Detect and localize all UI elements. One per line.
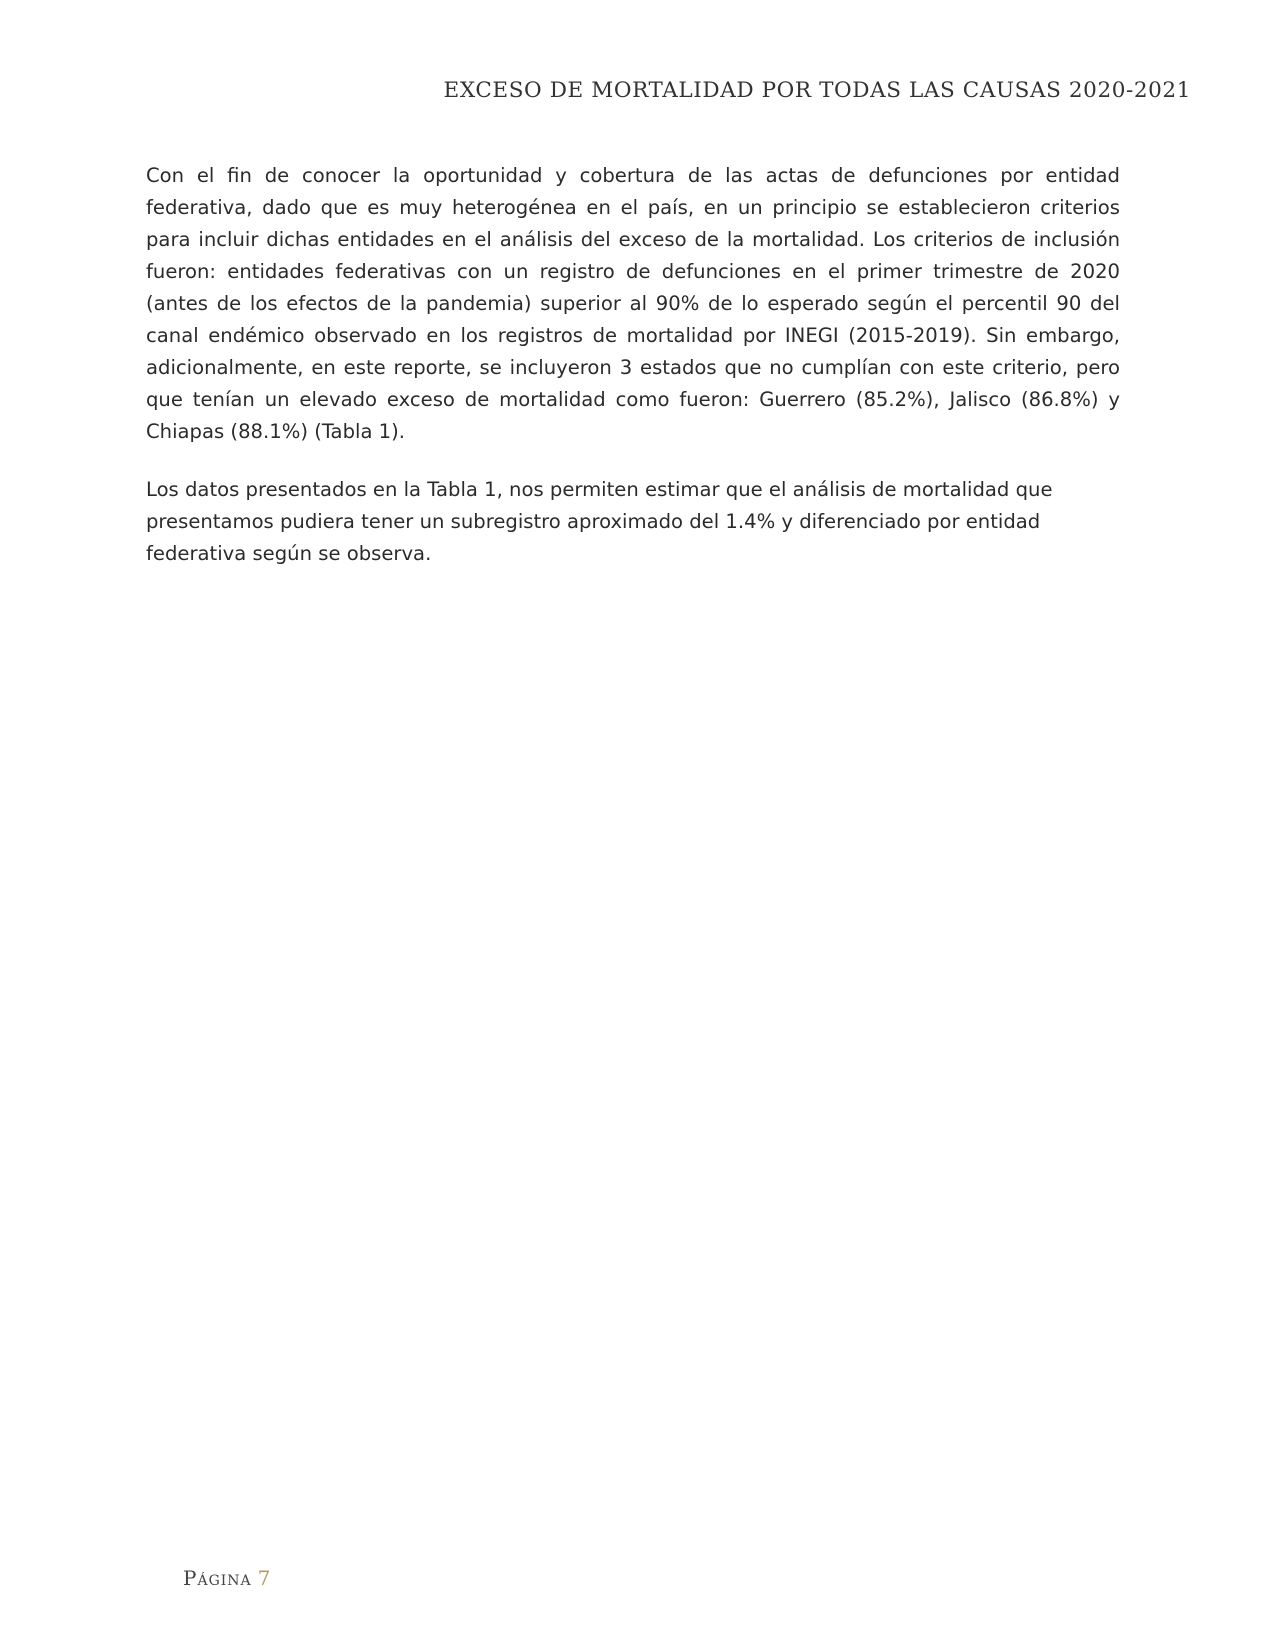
body-paragraph-1: Con el fin de conocer la oportunidad y cobertura de las actas de defunciones por entidad federativa, dado que es muy heterogénea en el país, en un principio se establecieron criterios para incluir dichas entidades en el análisis del exceso de la mortalidad. Los criterios de inclusión fueron: entidades federativas con un registro de defunciones en el primer trimestre de 2020 (antes de los efectos de la pandemia) superior al 90% de lo esperado según el percentil 90 del canal endémico observado en los registros de mortalidad por INEGI (2015-2019). Sin embargo, adicionalmente, en este reporte, se incluyeron 3 estados que no cumplían con este criterio, pero que tenían un elevado exceso de mortalidad como fueron: Guerrero (85.2%), Jalisco (86.8%) y Chiapas (88.1%) (Tabla 1).	[146, 164, 1120, 443]
page-footer	[183, 1566, 270, 1590]
running-header-title: EXCESO DE MORTALIDAD POR TODAS LAS CAUSAS 2020-2021	[443, 78, 1191, 103]
page-number: 7	[257, 1566, 271, 1590]
document-body	[146, 160, 1120, 596]
body-paragraph-2: Los datos presentados en la Tabla 1, nos permiten estimar que el análisis de mortalidad que presentamos pudiera tener un subregistro aproximado del 1.4% y diferenciado por entidad federativa según se observa.	[146, 478, 1053, 565]
page-label: Página	[183, 1566, 252, 1590]
